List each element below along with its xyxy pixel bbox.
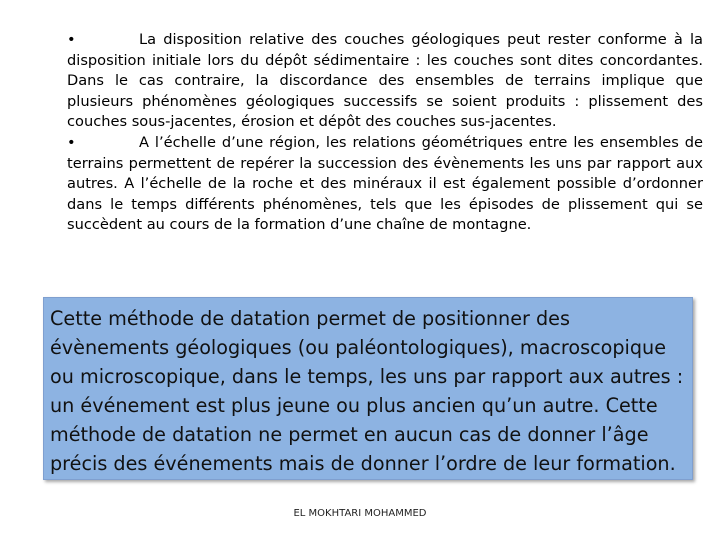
highlight-text: Cette méthode de datation permet de positionner des évènements géologiques (ou paléontologiques), macroscopique ou microscopique, dans le temps, les uns par rapport aux autres : un événement est plus jeune ou plus ancien qu’un autre. Cette méthode de datation ne permet en aucun cas de donner l’âge précis des événements mais de donner l’ordre de leur formation. bbox=[50, 307, 684, 475]
bullet-list bbox=[67, 30, 703, 236]
bullet-text-1: La disposition relative des couches géologiques peut rester conforme à la disposition initiale lors du dépôt sédimentaire : les couches sont dites concordantes. Dans le cas contraire, la discordance des ensembles de terrains implique que plusieurs phénomènes géologiques successifs se soient produits : plissement des couches sous-jacentes, érosion et dépôt des couches sus-jacentes. bbox=[67, 31, 703, 131]
highlight-box bbox=[43, 297, 693, 480]
footer-author: EL MOKHTARI MOHAMMED bbox=[293, 508, 427, 519]
bullet-paragraph-1 bbox=[67, 30, 703, 133]
bullet-text-2: A l’échelle d’une région, les relations géométriques entre les ensembles de terrains permettent de repérer la succession des évènements les uns par rapport aux autres. A l’échelle de la roche et des minéraux il est également possible d’ordonner dans le temps différents phénomènes, tels que les épisodes de plissement qui se succèdent au cours de la formation d’une chaîne de montagne. bbox=[67, 133, 703, 234]
bullet-paragraph-2 bbox=[67, 133, 703, 236]
bullet-marker: • bbox=[67, 31, 76, 48]
bullet-marker: • bbox=[67, 133, 76, 151]
